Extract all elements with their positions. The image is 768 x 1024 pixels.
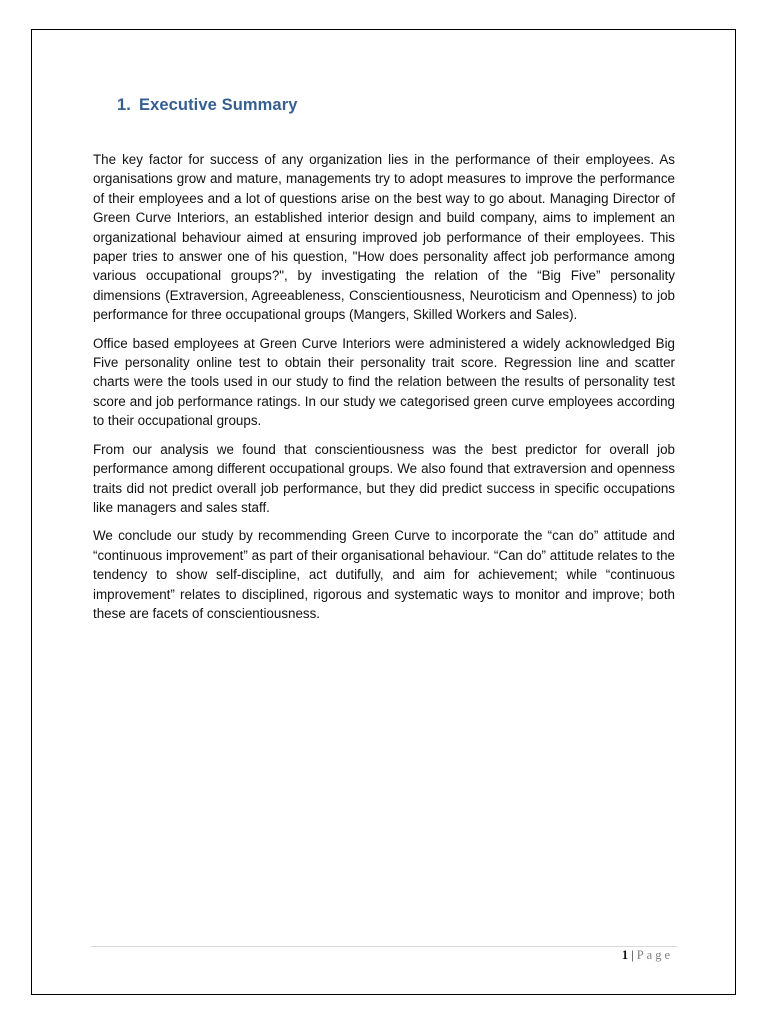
footer-separator: | bbox=[631, 948, 634, 962]
section-number: 1. bbox=[117, 96, 131, 114]
paragraph-findings: From our analysis we found that conscientiousness was the best predictor for overall job performance among different occupational groups. We also found that extraversion and openness traits did not predict overall job performance, but they did predict success in specific occupations like managers and sales staff. bbox=[93, 441, 675, 515]
paragraph-method: Office based employees at Green Curve Interiors were administered a widely acknowledged Big Five personality online test to obtain their personality trait score. Regression line and scatter charts were the tools used in our study to find the relation between the results of personality test score and job performance ratings. In our study we categorised green curve employees according to their occupational groups. bbox=[93, 335, 675, 429]
section-title: Executive Summary bbox=[138, 96, 298, 114]
page-label: Page bbox=[636, 948, 673, 962]
page-footer bbox=[622, 948, 673, 963]
document-body bbox=[93, 150, 675, 632]
paragraph-conclusion: We conclude our study by recommending Green Curve to incorporate the “can do” attitude and “continuous improvement” as part of their organisational behaviour. “Can do” attitude relates to the tendency to show self-discipline, act dutifully, and aim for achievement; while “continuous improvement” relates to disciplined, rigorous and systematic ways to monitor and improve; both these are facets of conscientiousness. bbox=[93, 528, 675, 621]
section-heading bbox=[117, 96, 298, 115]
page-number: 1 bbox=[621, 948, 629, 962]
footer-divider bbox=[91, 946, 677, 947]
paragraph-intro: The key factor for success of any organization lies in the performance of their employees. As organisations grow and mature, managements try to adopt measures to improve the performance of their employees and a lot of questions arise on the best way to go about. Managing Director of Green Curve Interiors, an established interior design and build company, aims to implement an organizational behaviour aimed at ensuring improved job performance of their employees. This paper tries to answer one of his question, "How does personality affect job performance among various occupational groups?", by investigating the relation of the “Big Five” personality dimensions (Extraversion, Agreeableness, Conscientiousness, Neuroticism and Openness) to job performance for three occupational groups (Mangers, Skilled Workers and Sales). bbox=[93, 152, 675, 323]
